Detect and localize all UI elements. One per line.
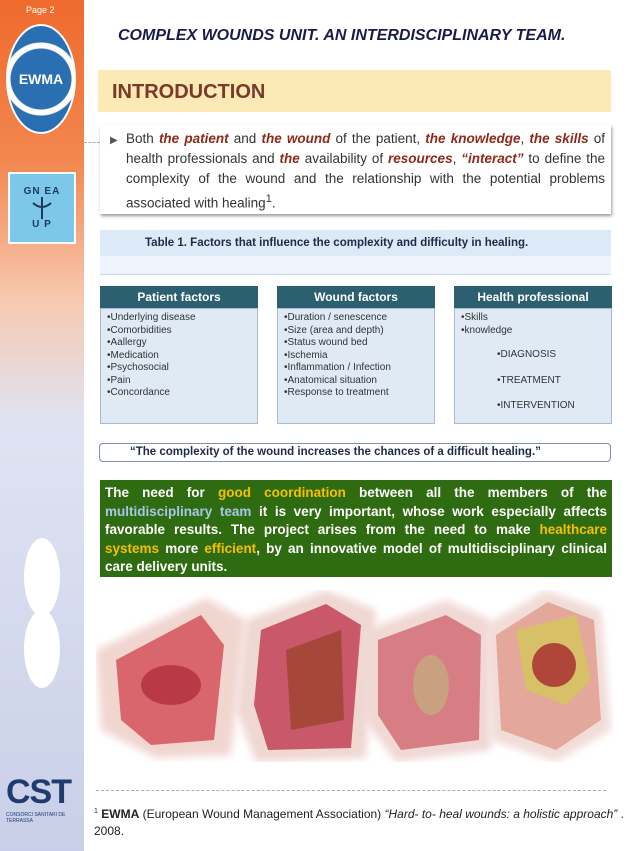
list-item: •Duration / senescence: [284, 312, 388, 323]
gneaupp-logo: GN EA U P: [8, 172, 76, 244]
highlight-term: the skills: [529, 131, 589, 146]
page-title: COMPLEX WOUNDS UNIT. AN INTERDISCIPLINARY TEAM.: [118, 27, 566, 44]
table-caption: Table 1. Factors that influence the complexity and difficulty in healing.: [100, 230, 611, 256]
list-item: •Size (area and depth): [284, 324, 384, 336]
intro-segment: availability of: [299, 151, 389, 166]
list-item: •Underlying disease: [107, 312, 196, 323]
wound-factors-header: Wound factors: [277, 286, 435, 308]
coordination-box: [100, 480, 612, 577]
triangle-bullet-icon: ▶: [110, 135, 118, 146]
list-item: •Medication: [107, 349, 159, 361]
footnote: [94, 803, 624, 840]
highlight-term: resources: [388, 151, 453, 166]
intro-segment: Both: [126, 131, 159, 146]
divider: [84, 142, 100, 143]
table-band: [100, 256, 611, 275]
highlight-term: efficient: [204, 540, 257, 556]
intro-segment: of health professionals and: [126, 131, 605, 166]
wound-photo-1: [96, 598, 246, 758]
coordination-text: [105, 485, 607, 574]
decorative-oval-top: [24, 538, 60, 616]
intro-segment: to define the complexity of the wound and the relationship with the potential problems associated with healing: [126, 151, 606, 211]
coordination-segment: , by an innovative model of multidisciplinary clinical care delivery units.: [105, 540, 607, 574]
highlight-term: good coordination: [217, 485, 346, 500]
wound-photos: [96, 590, 614, 762]
coordination-segment: more: [159, 540, 205, 556]
intro-segment: and: [228, 131, 262, 146]
list-item: •Skills: [461, 312, 488, 323]
list-item: •Ischemia: [284, 349, 328, 361]
intro-segment: ,: [520, 131, 530, 146]
intro-segment: of the patient,: [330, 131, 426, 146]
highlight-term: the wound: [261, 131, 331, 146]
page-number: Page 2: [26, 5, 55, 15]
list-item: •Response to treatment: [284, 387, 389, 398]
patient-factors-list: [100, 308, 258, 424]
list-item: •Pain: [107, 374, 131, 386]
highlight-term: “interact”: [461, 151, 524, 166]
wound-photo-3: [364, 600, 491, 762]
highlight-term: multidisciplinary team: [105, 503, 252, 519]
health-professional-header: Health professional: [454, 286, 612, 308]
highlight-term: the: [279, 151, 300, 166]
wound-photo-4: [486, 590, 611, 762]
coordination-segment: between all the members of the: [345, 485, 607, 500]
wound-photo-2: [236, 590, 376, 762]
list-item: •Psychosocial: [107, 362, 169, 373]
health-professional-list: [454, 308, 612, 424]
list-item: •TREATMENT: [497, 374, 561, 386]
intro-heading: INTRODUCTION: [112, 81, 266, 103]
list-item: •INTERVENTION: [497, 400, 575, 411]
footnote-ref: 1: [265, 193, 272, 205]
list-item: •knowledge: [461, 324, 513, 336]
wound-factors-list: [277, 308, 435, 424]
highlight-term: the patient: [158, 131, 229, 146]
list-item: •DIAGNOSIS: [497, 349, 557, 360]
decorative-oval-bottom: [24, 610, 60, 688]
footnote-org: EWMA: [101, 807, 140, 821]
cst-logo: CST CONSORCI SANITARI DE TERRASSA: [6, 773, 71, 824]
highlight-term: the knowledge: [425, 131, 521, 146]
footnote-work: “Hard- to- heal wounds: a holistic approach”: [384, 807, 618, 821]
footnote-org-full: (European Wound Management Association): [139, 807, 385, 821]
footnote-year: . 2008.: [94, 807, 624, 838]
highlight-term: healthcare systems: [105, 522, 607, 556]
footnote-mark: 1: [94, 808, 98, 815]
coordination-segment: it is very important, whose work especially affects favorable results. The project arises from the need to make: [105, 503, 607, 537]
list-item: •Comorbidities: [107, 324, 172, 336]
quote-box: “The complexity of the wound increases the chances of a difficult healing.”: [99, 443, 611, 462]
list-item: •Inflammation / Infection: [284, 362, 391, 373]
left-sidebar: [0, 0, 84, 851]
list-item: •Status wound bed: [284, 337, 368, 348]
list-item: •Concordance: [107, 387, 170, 398]
intro-text: [126, 131, 605, 211]
intro-heading-bar: [98, 70, 611, 112]
ewma-logo: EWMA: [6, 24, 76, 134]
intro-segment: ,: [452, 151, 462, 166]
list-item: •Aallergy: [107, 337, 147, 348]
coordination-segment: The need for: [105, 485, 218, 500]
patient-factors-header: Patient factors: [100, 286, 258, 308]
intro-paragraph: ▶ Both the patient and the wound of the patient, the knowledge, the skills of health professionals and the availability of resources, “interact” to define the complexity of the wound and the relationship with the potential problems associated with healing$^1$.: [100, 125, 611, 214]
footnote-divider: [96, 790, 606, 791]
list-item: •Anatomical situation: [284, 374, 377, 386]
